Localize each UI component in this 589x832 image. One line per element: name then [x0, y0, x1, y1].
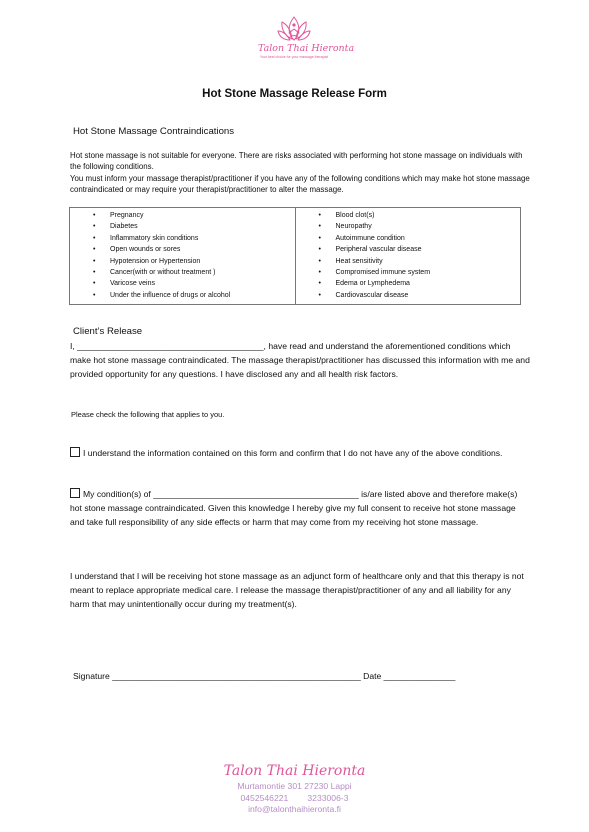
adjunct-statement-block	[70, 569, 530, 611]
adjunct-statement: I understand that I will be receiving hot stone massage as an adjunct form of healthcare only and that this therapy is not meant to replace appropriate medical care. I release the massage therapist/practitioner of any and all liability for any harm that may unintentionally occur during my treatment(s).	[70, 571, 524, 609]
condition-item: • Compromised immune system	[296, 267, 521, 278]
logo-tagline: Your best choice for your massage therapist	[259, 55, 329, 59]
option-has-conditions	[70, 487, 530, 529]
condition-item: • Heat sensitivity	[296, 256, 521, 267]
signature-line[interactable]: ____________________________________________________	[112, 671, 361, 681]
date-label: Date	[363, 671, 382, 681]
condition-item: • Peripheral vascular disease	[296, 244, 521, 255]
footer-email[interactable]: info@talonthaihieronta.fi	[248, 804, 341, 815]
footer	[0, 763, 589, 816]
signature-row	[73, 671, 455, 681]
condition-item: • Cancer(with or without treatment )	[70, 267, 295, 278]
condition-item: • Under the influence of drugs or alcohol	[70, 290, 295, 301]
logo-name: Talon Thai Hieronta	[258, 43, 355, 54]
release-statement: I, _______________________________________, have read and understand the aforementioned conditions which make hot stone massage contraindicated. The massage therapist/practitioner has discussed this information with me and provided opportunity for any questions. I have disclosed any and all health risk factors.	[70, 341, 530, 379]
condition-item: • Inflammatory skin conditions	[70, 233, 295, 244]
condition-item: • Diabetes	[70, 221, 295, 232]
option-no-conditions	[70, 446, 530, 460]
please-check-instruction: Please check the following that applies to you.	[71, 410, 225, 419]
date-line[interactable]: _______________	[383, 671, 456, 681]
footer-phones: 0452546221 3233006-3	[240, 792, 349, 803]
conditions-table	[69, 207, 521, 305]
condition-item: • Open wounds or sores	[70, 244, 295, 255]
condition-item: • Autoimmune condition	[296, 233, 521, 244]
condition-item: • Edema or Lymphedema	[296, 278, 521, 289]
logo	[258, 14, 355, 59]
footer-address: Murtamontie 301 27230 Lappi	[237, 781, 352, 791]
has-conditions-label: My condition(s) of ___________________________________________ is/are listed above and therefore make(s) hot stone massage contraindicated. Given this knowledge I hereby give my full consent to receive hot stone massage and take full responsibility of any side effects or harm that may come from my receiving hot stone massage.	[70, 489, 518, 527]
conditions-left-column	[70, 208, 295, 304]
intro-paragraph-1: Hot stone massage is not suitable for everyone. There are risks associated with performing hot stone massage on individuals with the following conditions.	[70, 151, 523, 172]
no-conditions-checkbox[interactable]	[70, 447, 80, 457]
conditions-right-column	[295, 208, 521, 304]
condition-item: • Hypotension or Hypertension	[70, 256, 295, 267]
intro-paragraph-2: You must inform your massage therapist/practitioner if you have any of the following conditions which may make hot stone massage contraindicated or may require your therapist/practitioner to alter the massage.	[70, 173, 530, 194]
form-title: Hot Stone Massage Release Form	[202, 88, 387, 100]
condition-item: • Cardiovascular disease	[296, 290, 521, 301]
condition-item: • Blood clot(s)	[296, 210, 521, 221]
release-heading: Client’s Release	[73, 326, 143, 337]
has-conditions-checkbox[interactable]	[70, 488, 80, 498]
contraindications-intro	[70, 150, 530, 195]
condition-item: • Varicose veins	[70, 278, 295, 289]
contraindications-heading: Hot Stone Massage Contraindications	[73, 126, 235, 137]
condition-item: • Pregnancy	[70, 210, 295, 221]
signature-label: Signature	[73, 671, 110, 681]
lotus-meditation-icon	[277, 14, 311, 42]
release-statement-block	[70, 340, 530, 382]
footer-brand-name: Talon Thai Hieronta	[223, 763, 366, 779]
condition-item: • Neuropathy	[296, 221, 521, 232]
no-conditions-label: I understand the information contained on this form and confirm that I do not have any of the above conditions.	[83, 448, 503, 458]
